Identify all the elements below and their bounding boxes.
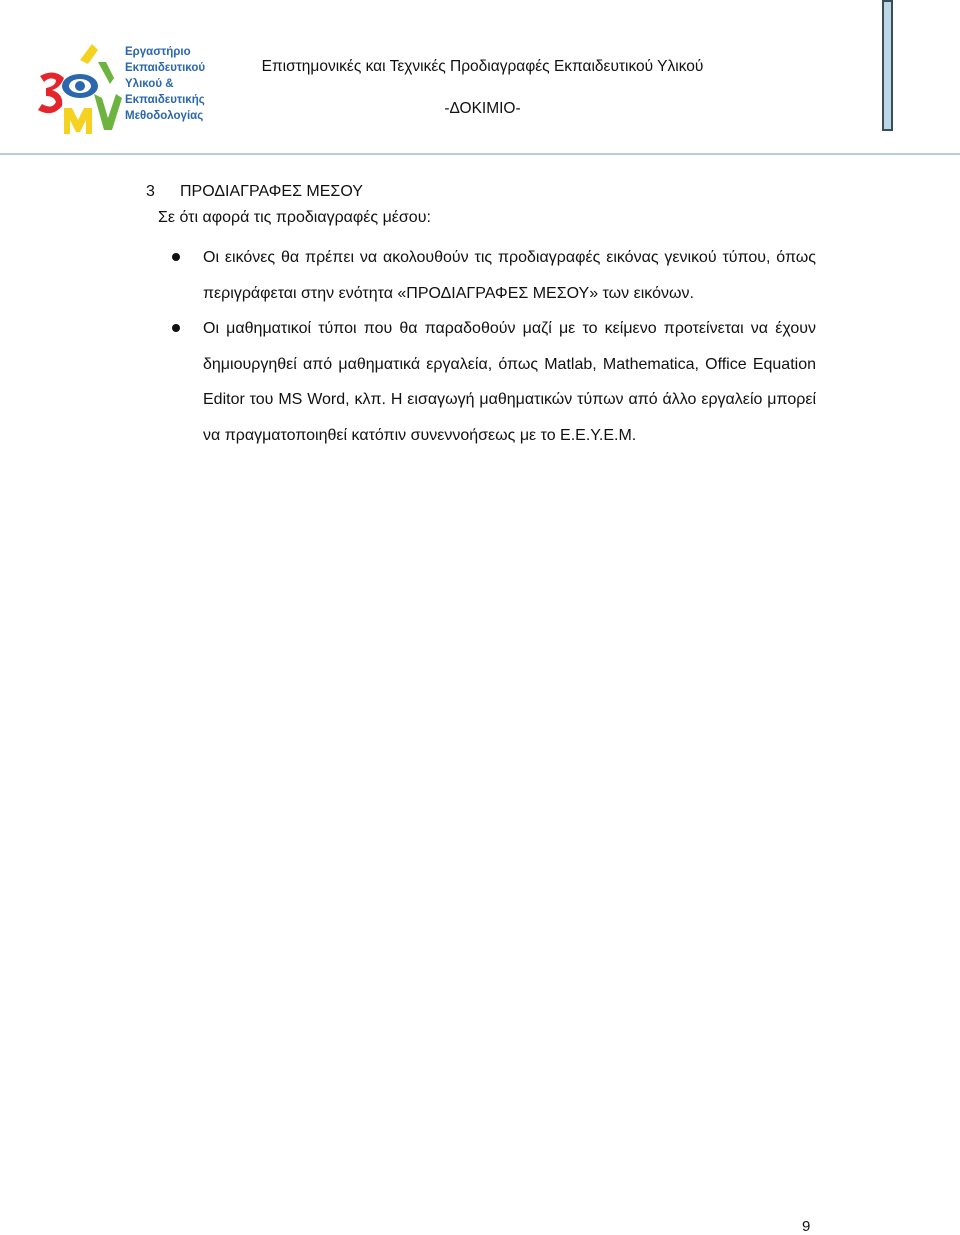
bullet-icon (172, 324, 180, 332)
header-side-bar (882, 0, 893, 131)
header-divider (0, 153, 960, 155)
section-intro: Σε ότι αφορά τις προδιαγραφές μέσου: (158, 209, 431, 226)
logo-text (125, 44, 220, 124)
section-heading (146, 183, 363, 201)
logo-line: Εργαστήριο (125, 46, 191, 58)
logo-line: Υλικού & (125, 78, 174, 90)
list-item (203, 311, 816, 453)
lab-logo (34, 38, 214, 138)
logo-mark-icon (34, 38, 129, 138)
list-item-text: Οι εικόνες θα πρέπει να ακολουθούν τις προδιαγραφές εικόνας γενικού τύπου, όπως περιγράφεται στην ενότητα «ΠΡΟΔΙΑΓΡΑΦΕΣ ΜΕΣΟΥ» των εικόνων. (203, 249, 816, 302)
list-item (203, 240, 816, 311)
bullet-list (203, 240, 816, 453)
section-title: ΠΡΟΔΙΑΓΡΑΦΕΣ ΜΕΣΟΥ (180, 183, 363, 200)
logo-line: Μεθοδολογίας (125, 110, 204, 122)
logo-line: Εκπαιδευτικού (125, 62, 206, 74)
header-subtitle: -ΔΟΚΙΜΙΟ- (444, 100, 521, 117)
section-number: 3 (146, 183, 155, 200)
bullet-icon (172, 253, 180, 261)
logo-line: Εκπαιδευτικής (125, 94, 205, 106)
header-title: Επιστημονικές και Τεχνικές Προδιαγραφές Εκπαιδευτικού Υλικού (261, 58, 704, 75)
list-item-text: Οι μαθηματικοί τύποι που θα παραδοθούν μαζί με το κείμενο προτείνεται να έχουν δημιουργηθεί από μαθηματικά εργαλεία, όπως Matlab, Mathematica, Office Equation Editor του MS Word, κλπ. Η εισαγωγή μαθηματικών τύπων από άλλο εργαλείο μπορεί να πραγματοποιηθεί κατόπιν συνεννοήσεως με το Ε.Ε.Υ.Ε.Μ. (203, 320, 816, 444)
page-number: 9 (802, 1218, 811, 1235)
